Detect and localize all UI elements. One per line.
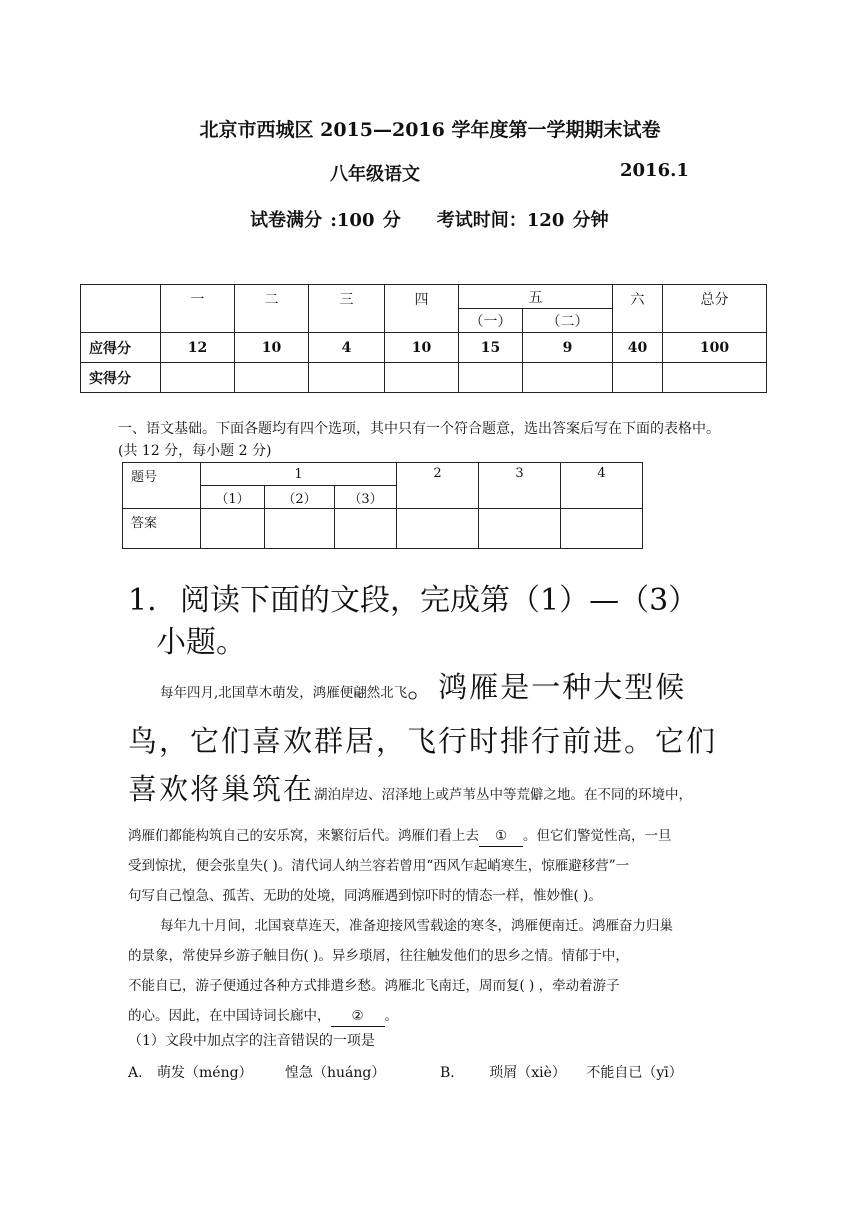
score-value: 12	[161, 333, 235, 363]
passage-line: 不能自已，游子便通过各种方式排遣乡愁。鸿雁北飞南迁，周而复( ) ，牵动着游子	[128, 978, 620, 994]
score-input-cell[interactable]	[161, 363, 235, 393]
passage-line: 鸟，它们喜欢群居，飞行时排行前进。它们	[128, 724, 718, 758]
blank-1[interactable]: ①	[479, 826, 523, 847]
exam-time: 考试时间：120 分钟	[436, 210, 609, 231]
score-row-label: 应得分	[81, 333, 161, 363]
answer-input-cell[interactable]	[479, 509, 561, 549]
score-value: 9	[523, 333, 613, 363]
answer-input-cell[interactable]	[201, 509, 265, 549]
score-value: 4	[309, 333, 385, 363]
exam-date: 2016.1	[620, 160, 689, 181]
score-header: 五	[459, 285, 613, 309]
score-subheader: （二）	[523, 309, 613, 333]
score-value: 10	[235, 333, 309, 363]
answer-table	[122, 462, 643, 549]
score-input-cell[interactable]	[309, 363, 385, 393]
passage-line: 喜欢将巢筑在湖泊岸边、沼泽地上或芦苇丛中等荒僻之地。在不同的环境中，	[128, 772, 693, 806]
question1-heading: 1. 阅读下面的文段，完成第（1）—（3） 小题。	[128, 580, 748, 664]
passage-line: 句写自己惶急、孤苦、无助的处境，同鸿雁遇到惊吓时的情态一样，惟妙惟( )。	[128, 888, 602, 904]
score-value: 100	[663, 333, 767, 363]
answer-subcol: （2）	[265, 486, 335, 509]
answer-input-cell[interactable]	[335, 509, 397, 549]
option-a[interactable]: A. 萌发（méng） 惶急（huáng）	[128, 1065, 386, 1081]
score-table	[80, 284, 767, 393]
answer-input-cell[interactable]	[561, 509, 643, 549]
answer-subcol: （3）	[335, 486, 397, 509]
score-input-cell[interactable]	[613, 363, 663, 393]
full-score: 试卷满分 :100 分	[250, 210, 401, 231]
passage-line: 的心。因此，在中国诗词长廊中， ② 。	[128, 999, 728, 1033]
answer-col: 4	[561, 463, 643, 509]
score-input-cell[interactable]	[235, 363, 309, 393]
passage-line: 受到惊扰，便会张皇失( )。清代词人纳兰容若曾用“西风乍起峭寒生，惊雁避移营”一	[128, 858, 630, 874]
score-row-label: 实得分	[81, 363, 161, 393]
option-b[interactable]: B. 琐屑（xiè） 不能自已（yī）	[440, 1065, 683, 1081]
blank-2[interactable]: ②	[331, 1006, 385, 1027]
passage-line: 鸿雁们都能构筑自己的安乐窝，来繁衍后代。鸿雁们看上去 ① 。但它们警觉性高，一旦	[128, 819, 728, 853]
question-number: 1.	[128, 583, 157, 618]
score-header: 三	[309, 285, 385, 333]
answer-input-cell[interactable]	[265, 509, 335, 549]
score-value: 40	[613, 333, 663, 363]
answer-col: 3	[479, 463, 561, 509]
answer-col: 2	[397, 463, 479, 509]
score-header: 四	[385, 285, 459, 333]
score-input-cell[interactable]	[663, 363, 767, 393]
score-input-cell[interactable]	[523, 363, 613, 393]
answer-subcol: （1）	[201, 486, 265, 509]
passage-line: 每年四月,北国草木萌发，鸿雁便翩然北飞。鸿雁是一种大型候	[160, 670, 687, 704]
score-subheader: （一）	[459, 309, 523, 333]
passage-line: 每年九十月间，北国衰草连天，准备迎接风雪载途的寒冬，鸿雁便南迁。鸿雁奋力归巢	[160, 918, 673, 934]
score-value: 10	[385, 333, 459, 363]
score-value: 15	[459, 333, 523, 363]
answer-label: 答案	[123, 509, 201, 549]
answer-input-cell[interactable]	[397, 509, 479, 549]
score-input-cell[interactable]	[459, 363, 523, 393]
sub-question-1: （1）文段中加点字的注音错误的一项是	[128, 1033, 375, 1049]
score-input-cell[interactable]	[385, 363, 459, 393]
passage-line: 的景象，常使异乡游子触目伤( )。异乡琐屑，往往触发他们的思乡之情。情郁于中，	[128, 948, 629, 964]
score-header: 一	[161, 285, 235, 333]
section1-intro: 一、语文基础。下面各题均有四个选项，其中只有一个符合题意，选出答案后写在下面的表格中。(共 12 分，每小题 2 分)	[118, 421, 720, 459]
exam-meta	[250, 206, 609, 232]
score-header: 六	[613, 285, 663, 333]
exam-title: 北京市西城区 2015—2016 学年度第一学期期末试卷	[199, 119, 661, 141]
answer-col: 1	[201, 463, 397, 486]
score-header: 二	[235, 285, 309, 333]
score-header: 总分	[663, 285, 767, 333]
exam-subtitle: 八年级语文	[330, 164, 420, 185]
answer-label: 题号	[123, 463, 201, 509]
